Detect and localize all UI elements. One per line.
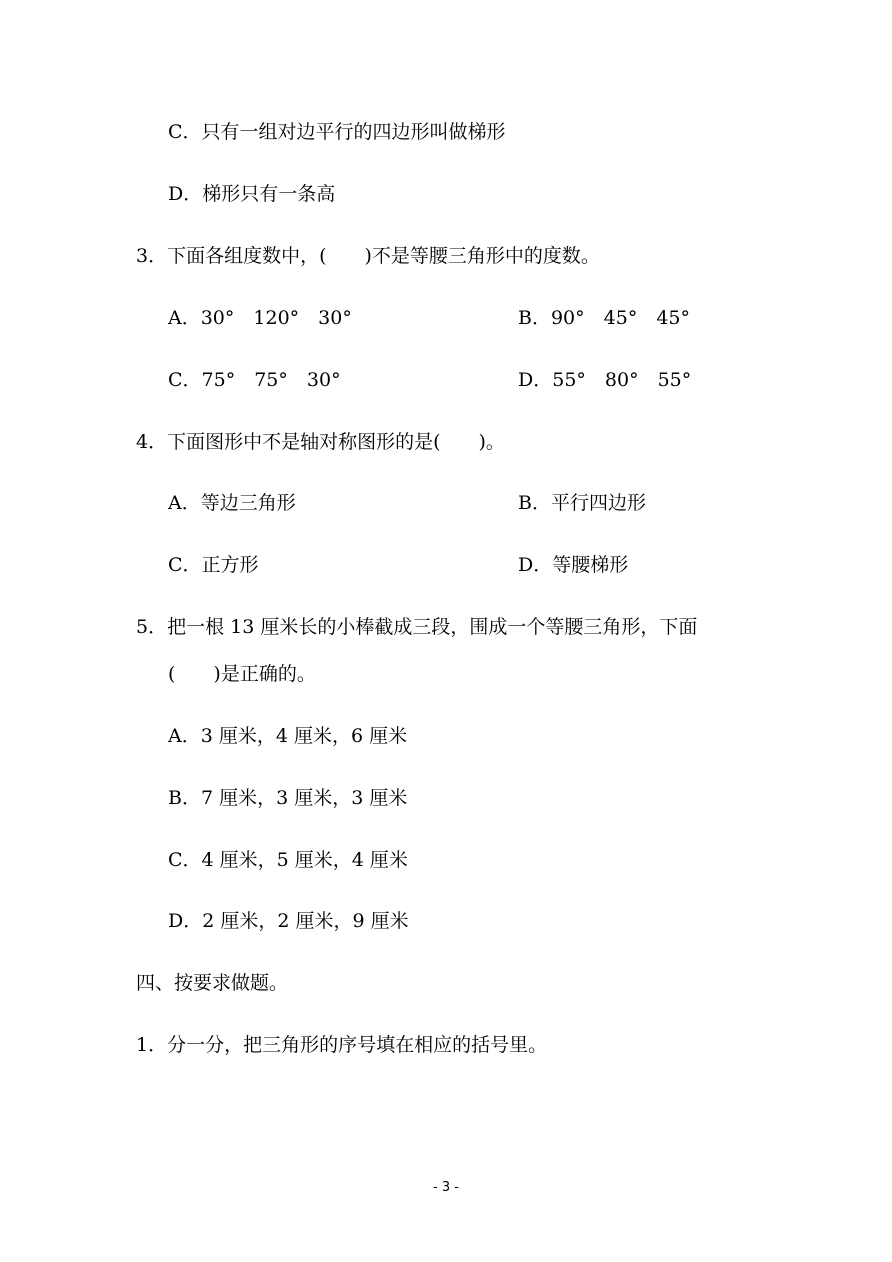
q5-option-b: B．7 厘米，3 厘米，3 厘米: [168, 787, 408, 809]
section-4-heading: 四、按要求做题。: [136, 972, 289, 994]
q3-stem: 3．下面各组度数中，( )不是等腰三角形中的度数。: [136, 245, 600, 267]
q3-option-a: A．30° 120° 30°: [168, 307, 352, 329]
q5-option-d: D．2 厘米，2 厘米，9 厘米: [168, 910, 409, 932]
q4-option-b: B．平行四边形: [518, 492, 646, 514]
q5-stem-line1: 5．把一根 13 厘米长的小棒截成三段，围成一个等腰三角形，下面: [136, 616, 698, 638]
q2-option-d: D．梯形只有一条高: [168, 183, 336, 205]
q5-stem-line2: ( )是正确的。: [168, 663, 316, 685]
q4-stem: 4．下面图形中不是轴对称图形的是( )。: [136, 431, 505, 453]
q3-option-c: C．75° 75° 30°: [168, 369, 341, 391]
section-4-question-1: 1．分一分，把三角形的序号填在相应的括号里。: [136, 1034, 548, 1056]
q5-option-c: C．4 厘米，5 厘米，4 厘米: [168, 849, 408, 871]
q2-option-c: C．只有一组对边平行的四边形叫做梯形: [168, 121, 506, 143]
q3-option-b: B．90° 45° 45°: [518, 307, 690, 329]
q3-option-d: D．55° 80° 55°: [518, 369, 692, 391]
q5-option-a: A．3 厘米，4 厘米，6 厘米: [168, 725, 408, 747]
page-number: - 3 -: [433, 1180, 459, 1195]
q4-option-a: A．等边三角形: [168, 492, 296, 514]
q4-option-c: C．正方形: [168, 554, 259, 576]
q4-option-d: D．等腰梯形: [518, 554, 629, 576]
